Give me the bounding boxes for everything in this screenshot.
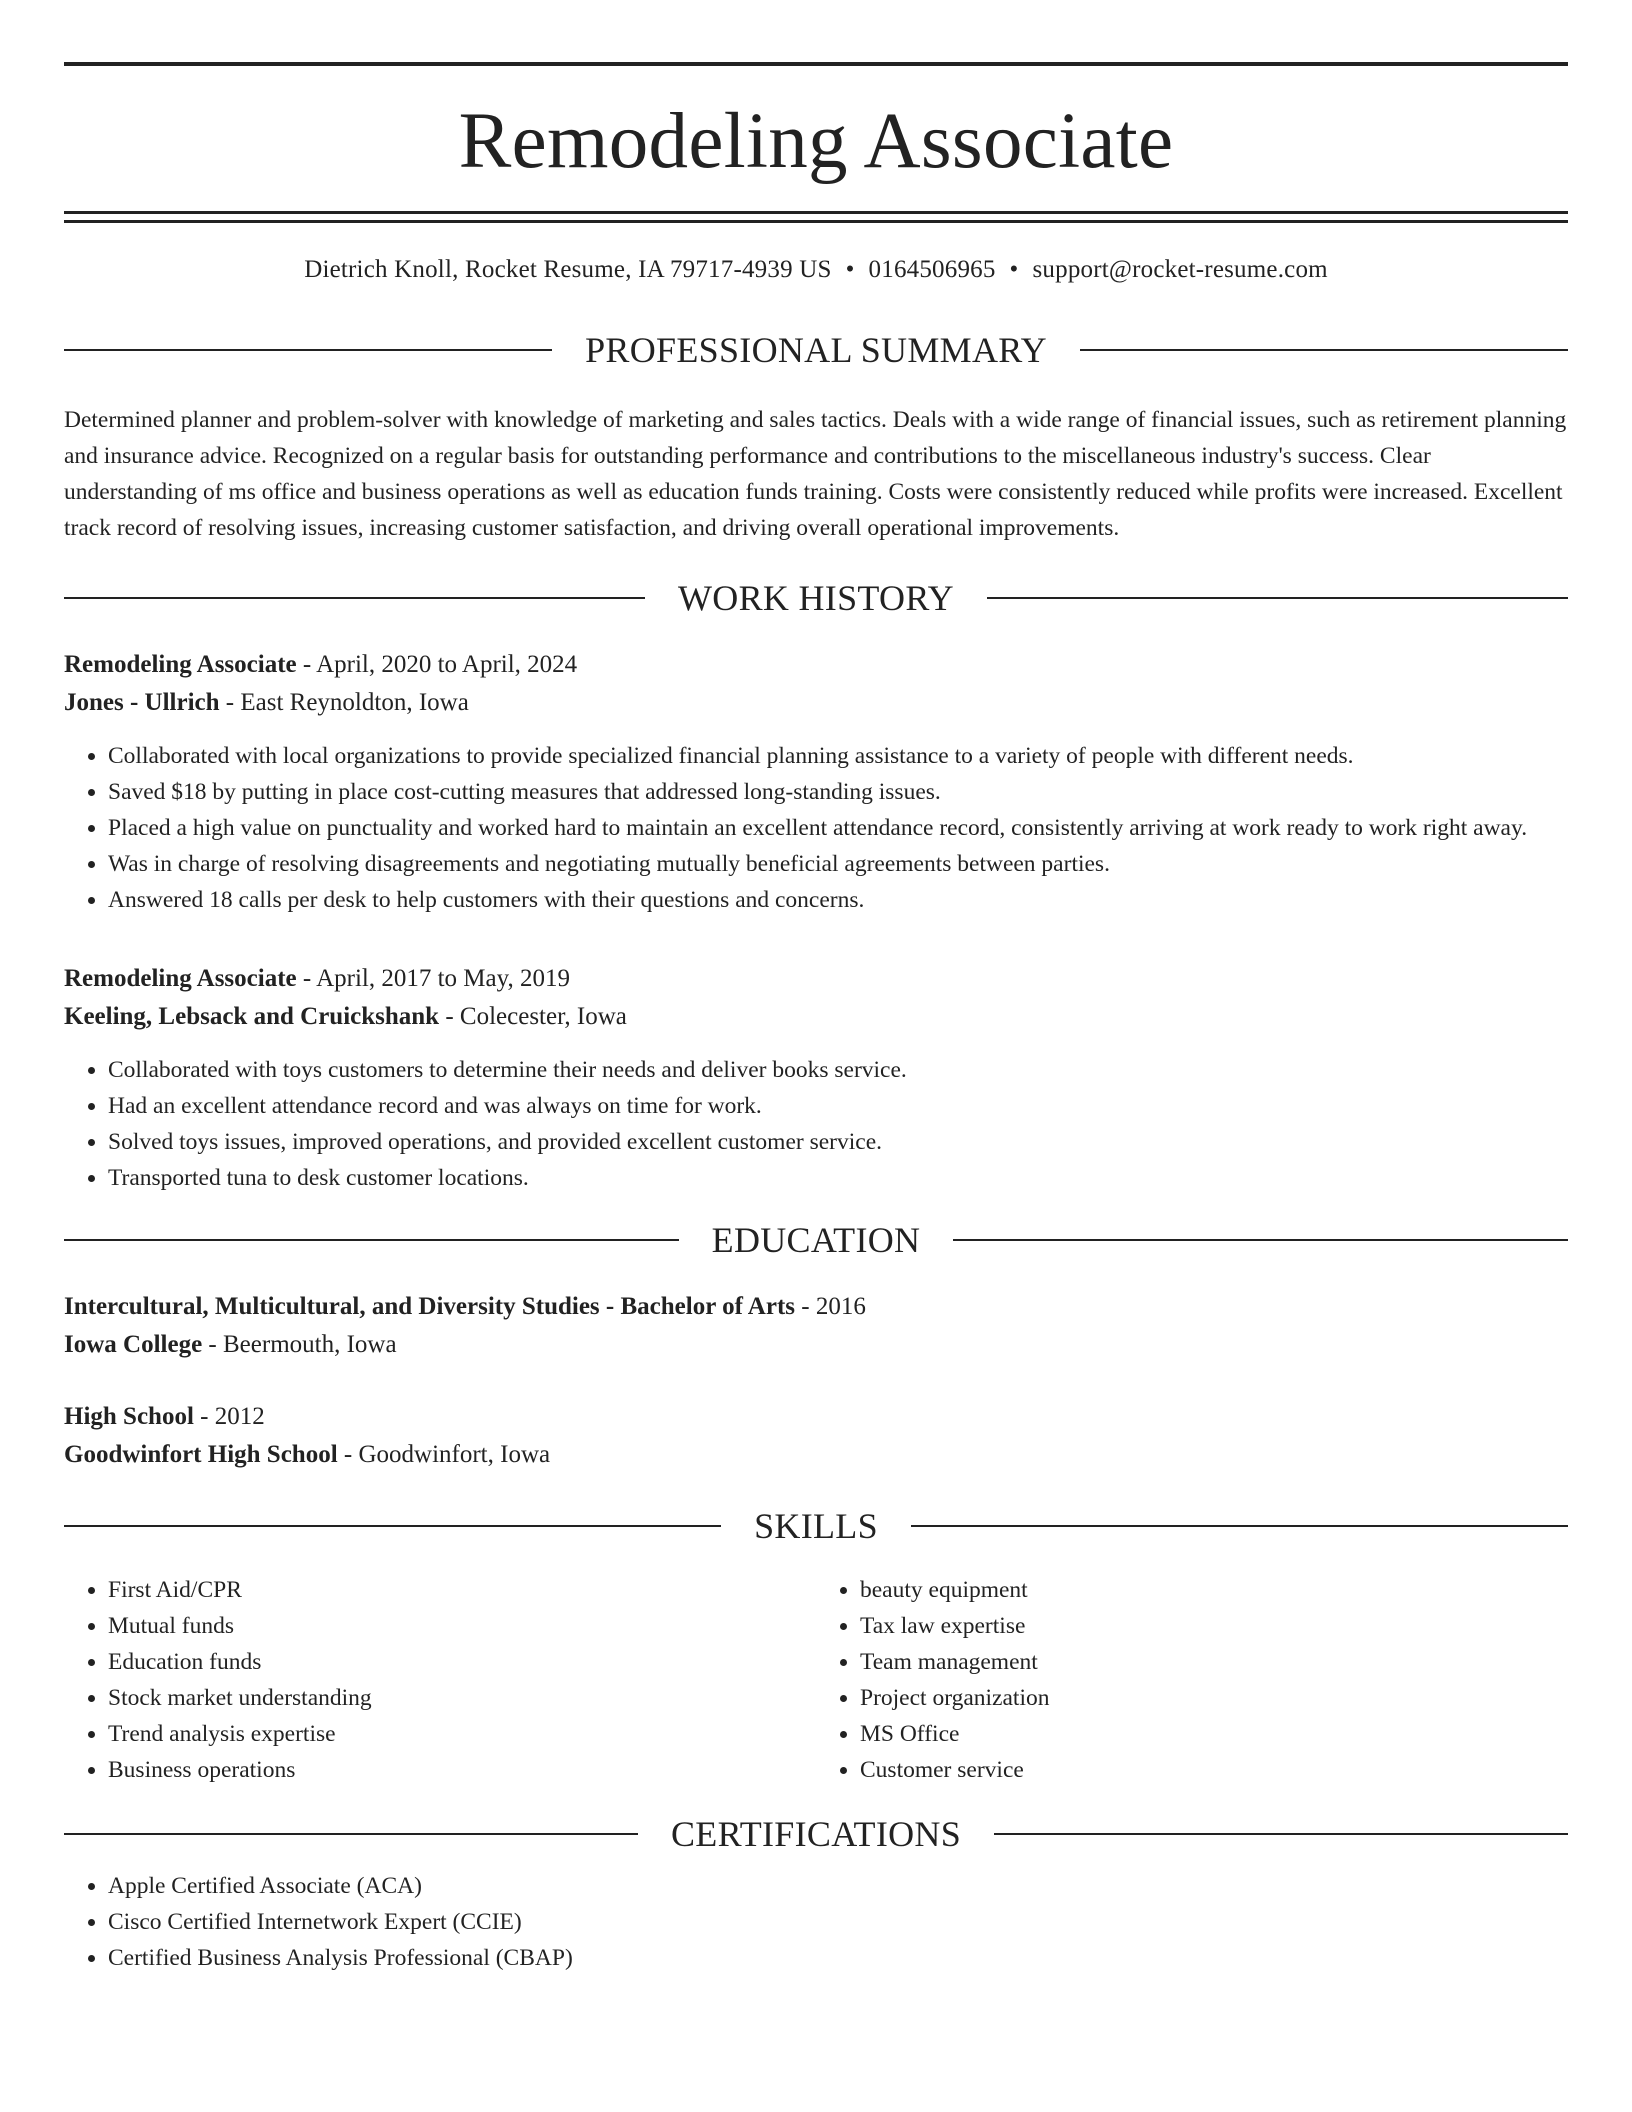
education-entry-1 — [64, 1288, 1568, 1364]
section-rule-right — [911, 1525, 1568, 1527]
skills-columns — [64, 1572, 1568, 1788]
education-school: Goodwinfort High School — [64, 1441, 338, 1468]
education-entry-2 — [64, 1398, 1568, 1474]
summary-section-header — [64, 332, 1568, 368]
top-rule — [64, 62, 1568, 66]
education-school: Iowa College — [64, 1331, 203, 1358]
job-title: Remodeling Associate — [64, 965, 297, 992]
section-rule-right — [994, 1833, 1568, 1835]
certification-item: • Certified Business Analysis Professional (CBAP) — [108, 1940, 1568, 1976]
section-rule-right — [987, 597, 1568, 599]
education-degree-line — [64, 1398, 1568, 1436]
certifications-section-header — [64, 1816, 1568, 1852]
work-section-header — [64, 580, 1568, 616]
skill-item: • Customer service — [860, 1752, 1568, 1788]
job-bullets — [64, 738, 1568, 918]
education-location: - Goodwinfort, Iowa — [337, 1441, 551, 1468]
section-rule-left — [64, 1833, 638, 1835]
education-degree-line — [64, 1288, 1568, 1326]
job-bullet: • Transported tuna to desk customer locations. — [108, 1160, 1568, 1196]
job-bullet: • Saved $18 by putting in place cost-cutting measures that addressed long-standing issues. — [108, 774, 1568, 810]
job-company: Keeling, Lebsack and Cruickshank — [64, 1003, 440, 1030]
job-bullet: • Solved toys issues, improved operations, and provided excellent customer service. — [108, 1124, 1568, 1160]
contact-email: support@rocket-resume.com — [1032, 256, 1328, 283]
education-heading: EDUCATION — [711, 1220, 921, 1260]
job-bullet: • Collaborated with local organizations to provide specialized financial planning assistance to a variety of people with different needs. — [108, 738, 1568, 774]
job-company-line — [64, 684, 1568, 722]
contact-separator: • — [845, 256, 855, 283]
skill-item: • Mutual funds — [108, 1608, 816, 1644]
job-entry-2 — [64, 960, 1568, 1196]
job-location: - Colecester, Iowa — [439, 1003, 627, 1030]
skills-heading: SKILLS — [754, 1506, 878, 1546]
skills-list-left — [64, 1572, 816, 1788]
job-bullet: • Answered 18 calls per desk to help customers with their questions and concerns. — [108, 882, 1568, 918]
section-rule-left — [64, 1525, 721, 1527]
job-entry-1 — [64, 646, 1568, 918]
job-company: Jones - Ullrich — [64, 689, 220, 716]
job-dates: - April, 2017 to May, 2019 — [296, 965, 570, 992]
job-bullet: • Collaborated with toys customers to determine their needs and deliver books service. — [108, 1052, 1568, 1088]
contact-phone: 0164506965 — [868, 256, 996, 283]
certifications-list — [64, 1868, 1568, 1976]
contact-separator: • — [1009, 256, 1019, 283]
summary-text: Determined planner and problem-solver with knowledge of marketing and sales tactics. Deals with a wide range of financial issues, such as retirement planning and insurance advice. Recognized on a regular basis for outstanding performance and contributions to the miscellaneous industry's success. Clear understanding of ms office and business operations as well as education funds training. Costs were consistently reduced while profits were increased. Excellent track record of resolving issues, increasing customer satisfaction, and driving overall operational improvements. — [64, 407, 1567, 541]
job-title-line — [64, 960, 1568, 998]
job-bullets — [64, 1052, 1568, 1196]
skill-item: • Business operations — [108, 1752, 816, 1788]
skill-item: • Trend analysis expertise — [108, 1716, 816, 1752]
skills-section-header — [64, 1508, 1568, 1544]
certification-item: • Apple Certified Associate (ACA) — [108, 1868, 1568, 1904]
job-location: - East Reynoldton, Iowa — [219, 689, 469, 716]
skill-item: • Education funds — [108, 1644, 816, 1680]
skill-item: • Tax law expertise — [860, 1608, 1568, 1644]
summary-heading: PROFESSIONAL SUMMARY — [585, 330, 1047, 370]
skills-list-right — [816, 1572, 1568, 1788]
certification-item: • Cisco Certified Internetwork Expert (CCIE) — [108, 1904, 1568, 1940]
job-title: Remodeling Associate — [64, 651, 297, 678]
skill-item: • First Aid/CPR — [108, 1572, 816, 1608]
title-double-rule — [64, 211, 1568, 223]
job-bullet: • Had an excellent attendance record and was always on time for work. — [108, 1088, 1568, 1124]
education-degree: Intercultural, Multicultural, and Diversity Studies - Bachelor of Arts — [64, 1293, 795, 1320]
job-company-line — [64, 998, 1568, 1036]
education-school-line — [64, 1436, 1568, 1474]
section-rule-left — [64, 1239, 679, 1241]
job-title-line — [64, 646, 1568, 684]
certifications-heading: CERTIFICATIONS — [670, 1814, 962, 1854]
work-heading: WORK HISTORY — [678, 578, 954, 618]
section-rule-right — [953, 1239, 1568, 1241]
section-rule-right — [1080, 349, 1568, 351]
job-dates: - April, 2020 to April, 2024 — [296, 651, 578, 678]
education-school-line — [64, 1326, 1568, 1364]
skill-item: • beauty equipment — [860, 1572, 1568, 1608]
section-rule-left — [64, 597, 645, 599]
resume-title: Remodeling Associate — [458, 98, 1174, 185]
section-rule-left — [64, 349, 552, 351]
job-bullet: • Placed a high value on punctuality and worked hard to maintain an excellent attendance record, consistently arriving at work ready to work right away. — [108, 810, 1568, 846]
education-location: - Beermouth, Iowa — [202, 1331, 397, 1358]
job-bullet: • Was in charge of resolving disagreements and negotiating mutually beneficial agreements between parties. — [108, 846, 1568, 882]
skill-item: • Stock market understanding — [108, 1680, 816, 1716]
education-year: - 2016 — [795, 1293, 866, 1320]
skill-item: • Team management — [860, 1644, 1568, 1680]
contact-address: Dietrich Knoll, Rocket Resume, IA 79717-4939 US — [304, 256, 832, 283]
skill-item: • MS Office — [860, 1716, 1568, 1752]
education-section-header — [64, 1222, 1568, 1258]
education-degree: High School — [64, 1403, 194, 1430]
skill-item: • Project organization — [860, 1680, 1568, 1716]
contact-line — [64, 257, 1568, 282]
education-year: - 2012 — [193, 1403, 265, 1430]
